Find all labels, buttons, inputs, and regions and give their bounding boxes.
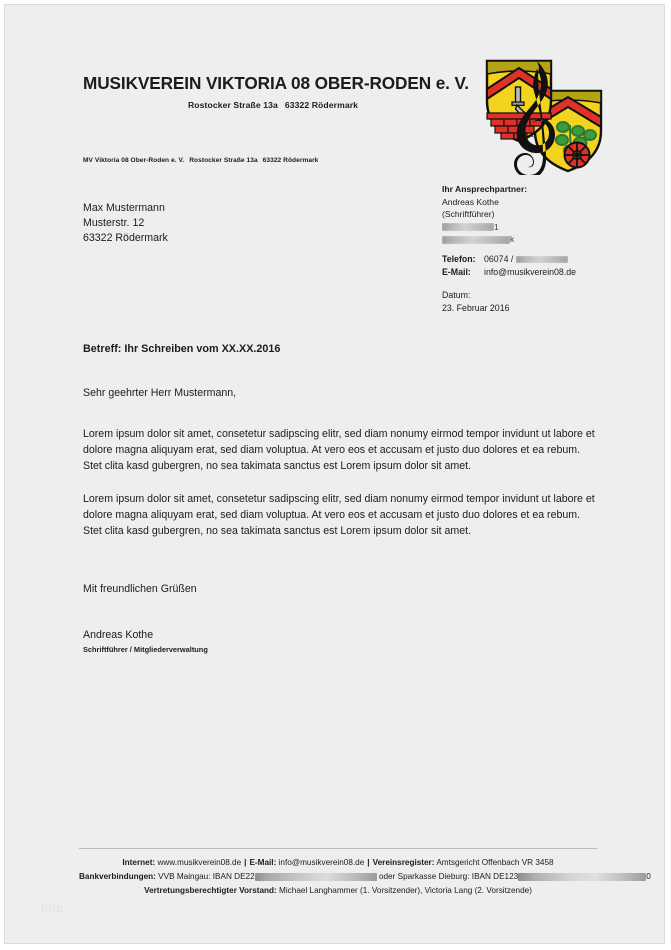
footer-bank-conjunction: oder [378,872,396,881]
signer-name: Andreas Kothe [83,629,154,641]
organization-street: Rostocker Straße 13a [187,100,278,110]
sender-street: Rostocker Straße 13a [189,157,258,164]
salutation: Sehr geehrter Herr Mustermann, [83,387,237,399]
footer-bank2-residual: 0 [646,872,651,881]
letter-page [4,4,665,944]
sender-postal-city: 63322 Rödermark [262,157,319,164]
redaction-bar [442,236,510,244]
telephone-label: Telefon: [442,254,476,264]
telephone-prefix: 06074 / [484,254,514,264]
organization-address [83,100,463,110]
footer-email-label: E-Mail: [249,858,277,867]
letterhead [83,73,469,110]
letter-footer [79,848,651,898]
sender-return-address [83,157,318,164]
footer-board-value: Michael Langhammer (1. Vorsitzender), Victoria Lang (2. Vorsitzende) [279,886,532,895]
recipient-address-block [83,201,168,246]
footer-email-value: info@musikverein08.de [278,858,365,867]
signer-role: Schriftführer / Mitgliederverwaltung [83,645,208,654]
footer-internet-label: Internet: [122,858,156,867]
contact-name: Andreas Kothe [442,196,499,207]
club-logo [477,47,605,175]
contact-role: (Schriftführer) [442,209,495,220]
email-value: info@musikverein08.de [484,266,577,277]
footer-bank-label: Bankverbindungen: [79,872,156,881]
closing-greeting: Mit freundlichen Grüßen [83,583,197,595]
footer-board-label: Vertretungsberechtigter Vorstand: [144,886,277,895]
watermark-text: http [41,901,64,915]
footer-bank1: VVB Maingau: IBAN DE22 [158,872,255,881]
contact-person-block [442,183,622,246]
date-block [442,289,510,315]
contact-heading: Ihr Ansprechpartner: [442,184,528,194]
contact-address-residual-1: 1 [494,221,499,232]
contact-address-redacted-2 [442,233,622,246]
sender-org: MV Viktoria 08 Ober-Roden e. V. [83,157,185,164]
footer-divider [79,848,597,849]
contact-address-redacted-1 [442,221,622,234]
footer-register-label: Vereinsregister: [372,858,435,867]
footer-line-board [79,884,597,898]
email-row [442,266,576,279]
recipient-street: Musterstr. 12 [83,217,145,229]
telephone-row [442,253,576,266]
contact-channels-block [442,253,576,279]
date-value: 23. Februar 2016 [442,303,510,313]
footer-bank2: Sparkasse Dieburg: IBAN DE123 [397,872,519,881]
footer-internet-value: www.musikverein08.de [157,858,242,867]
recipient-name: Max Mustermann [83,202,165,214]
organization-postal-city: 63322 Rödermark [284,100,359,110]
redaction-bar [516,256,568,263]
footer-register-value: Amtsgericht Offenbach VR 3458 [436,858,554,867]
footer-line-contact: Internet: www.musikverein08.de | E-Mail: info@musikverein08.de | Vereinsregister: Amtsgericht Offenbach VR 3458 [122,858,554,867]
redaction-bar [255,873,377,881]
redaction-bar [442,223,494,231]
email-label: E-Mail: [442,266,471,277]
redaction-bar [518,873,646,881]
letter-body [83,426,601,555]
telephone-value [484,253,568,266]
body-paragraph-2: Lorem ipsum dolor sit amet, consetetur sadipscing elitr, sed diam nonumy eirmod tempor invidunt ut labore et dolore magna aliquyam erat, sed diam voluptua. At vero eos et accusam et justo duo dolores et ea rebum. Stet clita kasd gubergren, no sea takimata sanctus est Lorem ipsum dolor sit amet. [83,492,595,538]
footer-line-bank [79,870,651,884]
body-paragraph-1: Lorem ipsum dolor sit amet, consetetur sadipscing elitr, sed diam nonumy eirmod tempor invidunt ut labore et dolore magna aliquyam erat, sed diam voluptua. At vero eos et accusam et justo duo dolores et ea rebum. Stet clita kasd gubergren, no sea takimata sanctus est Lorem ipsum dolor sit amet. [83,428,595,473]
subject-line: Betreff: Ihr Schreiben vom XX.XX.2016 [83,343,281,355]
organization-name: MUSIKVEREIN VIKTORIA 08 OBER-RODEN e. V. [83,73,469,93]
recipient-city: 63322 Rödermark [83,232,168,244]
date-label: Datum: [442,290,471,300]
contact-address-residual-2: k [510,234,515,245]
